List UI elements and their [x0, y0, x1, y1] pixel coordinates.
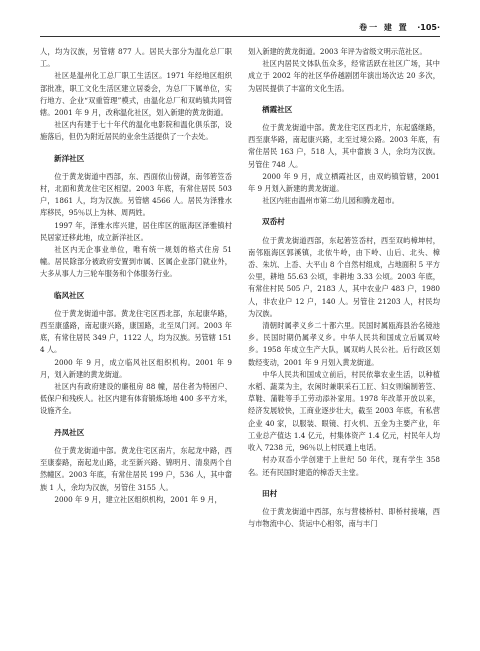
paragraph: 1997 年，泽雅水库兴建，居住库区的瓯海区泽雅镇村民居家迁移此地，成立新洋社区。 — [40, 220, 232, 242]
paragraph: 划入新建的黄龙街道。2003 年评为省级文明示范社区。 — [248, 47, 427, 56]
paragraph: 位于黄龙街道西部，东起箬笠岙村，西至双屿樟坤村，南邻瓯海区郭溪镇，北依牛岭，由下岭、山后、北头、樟岙、朱坑、上岙、大平山 8 个自然村组成，占地面积 5 平方公里，耕地 55.63 公顷，非耕地 3.33 公顷。2003 年底，有常住村民 505 户，2183 人，其中农业户 483 户，1980 人，非农业户 12 户，140 人。另管住 21203 人，村民均为汉族。 — [248, 235, 440, 318]
paragraph: 位于黄龙街道中西部，东、西面依山傍湖，南邻箬笠岙村，北面和黄龙住宅区相望。2003 年底，有常住居民 503 户，1861 人，均为汉族。另管辖 4566 人。居民为泽雅水库移民，95％以上为林、周两姓。 — [40, 171, 232, 218]
paragraph: 位于黄龙街道中部。黄龙住宅区西北片，东起盛继路，西至康华路，南起康兴路，北至过境公路。2003 年底，有常住居民 163 户，518 人，其中畲族 3 人，余均为汉族。另管住 748 人。 — [248, 123, 440, 169]
section-heading: 丹凤社区 — [54, 427, 85, 437]
paragraph: 社区内有政府建设的廉租房 88 幢，居住者为特困户、低保户和残疾人。社区内建有体育锻炼场地 400 多平方米，设施齐全。 — [40, 382, 232, 416]
right-column — [248, 46, 440, 530]
paragraph: 社区是温州化工总厂职工生活区。1971 年经地区组织部批准，职工文化生活区建立居委会，为总厂下属单位，实行地方、企业“双重管理”模式，由温化总厂和双屿镇共同管辖。2001 年 9 月，改称温化社区，划入新建的黄龙街道。 — [40, 71, 232, 118]
paragraph: 中华人民共和国成立前后，村民依靠农业生活，以种植水稻、蔬菜为主，农闲时兼职采石工匠、妇女则编制箬笠、草鞋、蒲鞋等手工劳动添补家用。1978 年改革开放以来，经济发展较快，工商业逐步壮大，截至 2003 年底，有私营企业 40 家，以服装、眼镜、打火机、五金为主要产业，年工业总产值达 1.4 亿元，村集体资产 1.4 亿元，村民年人均收入 7238 元，96％以上村民通上电话。 — [248, 369, 440, 453]
paragraph: 位于黄龙街道中西部，东与营楼桥村、即桥村接壤，西与市物流中心、货运中心相邻，南与丰门 — [248, 506, 440, 529]
paragraph: 清朝时属孝义乡二十都六里。民国时属瓯海县治名镜池乡。民国时期仍属孝义乡。中华人民共和国成立后属双岭乡。1958 年成立生产大队，属双屿人民公社。后行政区划数经变动，2001 年 9 月划入黄龙街道。 — [248, 321, 440, 367]
paragraph: 2000 年 9 月，成立栖霞社区，由双屿镇管辖，2001 年 9 月划入新建的黄龙街道。 — [248, 171, 440, 194]
section-heading: 田村 — [262, 488, 278, 498]
section-heading: 栖霞社区 — [262, 104, 293, 114]
page-number: ·105· — [417, 23, 440, 32]
paragraph: 社区内无企事业单位，唯有统一规划的格式住房 51 幢。居民除部分被政府安置到市属、区属企业部门就业外，大多从事人力三轮车服务和个体服务行业。 — [40, 245, 232, 279]
paragraph: 2000 年 9 月，成立临风社区组织机构。2001 年 9 月，划入新建的黄龙街道。 — [40, 357, 232, 379]
paragraph: 社区内驻由温州市第二幼儿园和腾龙超市。 — [262, 196, 399, 206]
page-header — [40, 22, 440, 37]
paragraph: 位于黄龙街道中部。黄龙住宅区南片，东起龙中路，西至康泰路，南起龙山路，北至新兴路、锦明月、清泉两个自然幢区。2003 年底，有常住居民 199 户，536 人，其中畲族 1 人，余均为汉族，另管住 3155 人。 — [40, 445, 232, 492]
paragraph: 位于黄龙街道中部。黄龙住宅区西北部，东起康华路，西至康盛路，南起康兴路，康国路，北至凤门河。2003 年底，有常住居民 349 户，1122 人，均为汉族。另管辖 1514 人。 — [40, 308, 232, 355]
paragraph: 村办双岙小学创建于上世纪 50 年代，现有学生 358 名。还有民国时建造的樟岙天主堂。 — [248, 455, 440, 477]
section-heading: 新洋社区 — [54, 153, 85, 163]
left-column — [40, 46, 232, 506]
section-heading: 临风社区 — [54, 290, 85, 300]
section-heading: 双岙村 — [262, 217, 285, 227]
paragraph: 社区内有建于七十年代的温化电影院和温化俱乐部，设施落后，但仍为附近居民的业余生活提供了一个去处。 — [40, 120, 232, 142]
paragraph: 社区内居民文体队伍众多，经常活跃在社区广场，其中成立于 2002 年的社区华侨越剧团年演出场次达 20 多次，为居民提供了丰富的文化生活。 — [248, 59, 440, 93]
paragraph: 人，均为汉族，另管辖 877 人。居民大部分为温化总厂职工。 — [40, 47, 232, 69]
chapter-title: 卷一 建 置 — [359, 23, 409, 32]
paragraph: 2000 年 9 月，建立社区组织机构，2001 年 9 月， — [54, 494, 222, 504]
